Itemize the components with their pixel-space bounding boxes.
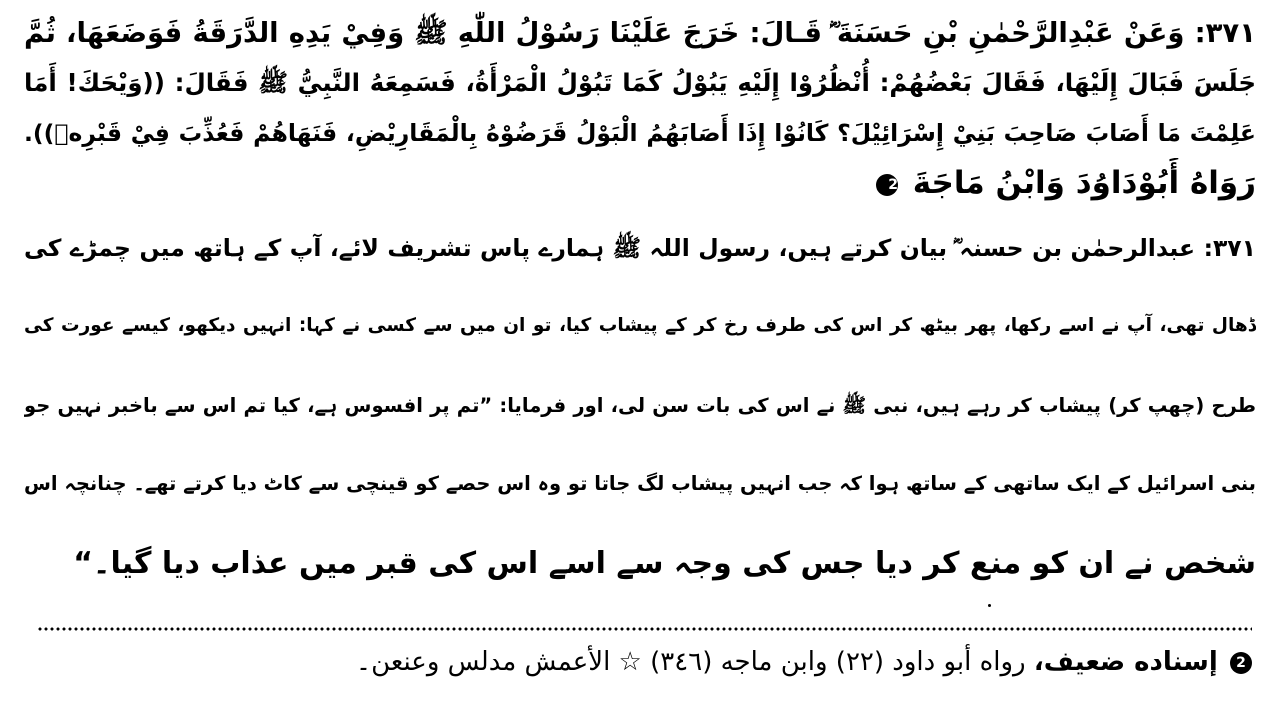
arabic-line-3 <box>24 108 1256 158</box>
footnote-text: رواه أبو داود (٢٢) وابن ماجه (٣٤٦) ☆ الأعمش مدلس وعنعن۔ <box>355 647 1026 677</box>
hadith-number-arabic: ٣٧١: <box>1194 17 1256 49</box>
hadith-number-urdu: ۳۷۱: <box>1203 234 1256 262</box>
urdu-line-3 <box>24 380 1256 432</box>
footnote-marker-icon: 2 <box>1230 652 1252 674</box>
speck <box>988 604 991 607</box>
footnote-marker-icon: 2 <box>876 174 898 196</box>
arabic-line-1 <box>24 8 1256 58</box>
urdu-text: شخص نے ان کو منع کر دیا جس کی وجہ سے اسے اس کی قبر میں عذاب دیا گیا۔“ <box>73 546 1256 581</box>
arabic-line-4 <box>24 158 1256 208</box>
urdu-text: ڈھال تھی، آپ نے اسے رکھا، پھر بیٹھ کر اس کی طرف رخ کر کے پیشاب کیا، تو ان میں سے کسی نے کہا: انہیں دیکھو، کیسے عورت کی <box>24 315 1256 336</box>
narration-source: رَوَاهُ أَبُوْدَاوُدَ وَابْنُ مَاجَةَ <box>912 165 1256 201</box>
urdu-line-2 <box>24 300 1256 352</box>
urdu-text: عبدالرحمٰن بن حسنہ ؓ بیان کرتے ہیں، رسول اللہ ﷺ ہمارے پاس تشریف لائے، آپ کے ہاتھ میں چمڑے کی <box>24 234 1196 262</box>
urdu-text: طرح (چھپ کر) پیشاب کر رہے ہیں، نبی ﷺ نے اس کی بات سن لی، اور فرمایا: ”تم پر افسوس ہے، کیا تم اس سے باخبر نہیں جو <box>24 394 1256 417</box>
arabic-text: وَعَنْ عَبْدِالرَّحْمٰنِ بْنِ حَسَنَةَ ؓ قَـالَ: خَرَجَ عَلَيْنَا رَسُوْلُ اللّٰهِ ﷺ وَفِيْ يَدِهِ الدَّرَقَةُ فَوَضَعَهَا، ثُمَّ <box>24 17 1185 49</box>
arabic-line-2 <box>24 58 1256 108</box>
footnote-grade: إسناده ضعيف، <box>1033 647 1218 677</box>
urdu-line-4 <box>24 458 1256 510</box>
urdu-line-5 <box>24 538 1256 590</box>
footnote-divider <box>37 626 1252 632</box>
arabic-text: عَلِمْتَ مَا أَصَابَ صَاحِبَ بَنِيْ إِسْرَائِيْلَ؟ كَانُوْا إِذَا أَصَابَهُمُ الْبَوْلُ قَرَضُوْهُ بِالْمَقَارِيْضِ، فَنَهَاهُمْ فَعُذِّبَ فِيْ قَبْرِهٖ)). <box>24 119 1256 147</box>
urdu-line-1 <box>24 222 1256 274</box>
urdu-text: بنی اسرائیل کے ایک ساتھی کے ساتھ ہوا کہ جب انہیں پیشاب لگ جاتا تو وہ اس حصے کو قینچی سے کاٹ دیا کرتے تھے۔ چنانچہ اس <box>24 472 1256 495</box>
arabic-text: جَلَسَ فَبَالَ إِلَيْهَا، فَقَالَ بَعْضُهُمْ: أُنْظُرُوْا إِلَيْهِ يَبُوْلُ كَمَا تَبُوْلُ الْمَرْأَةُ، فَسَمِعَهُ النَّبِيُّ ﷺ فَقَالَ: ((وَيْحَكَ! أَمَا <box>24 68 1256 97</box>
footnote <box>356 640 1256 684</box>
